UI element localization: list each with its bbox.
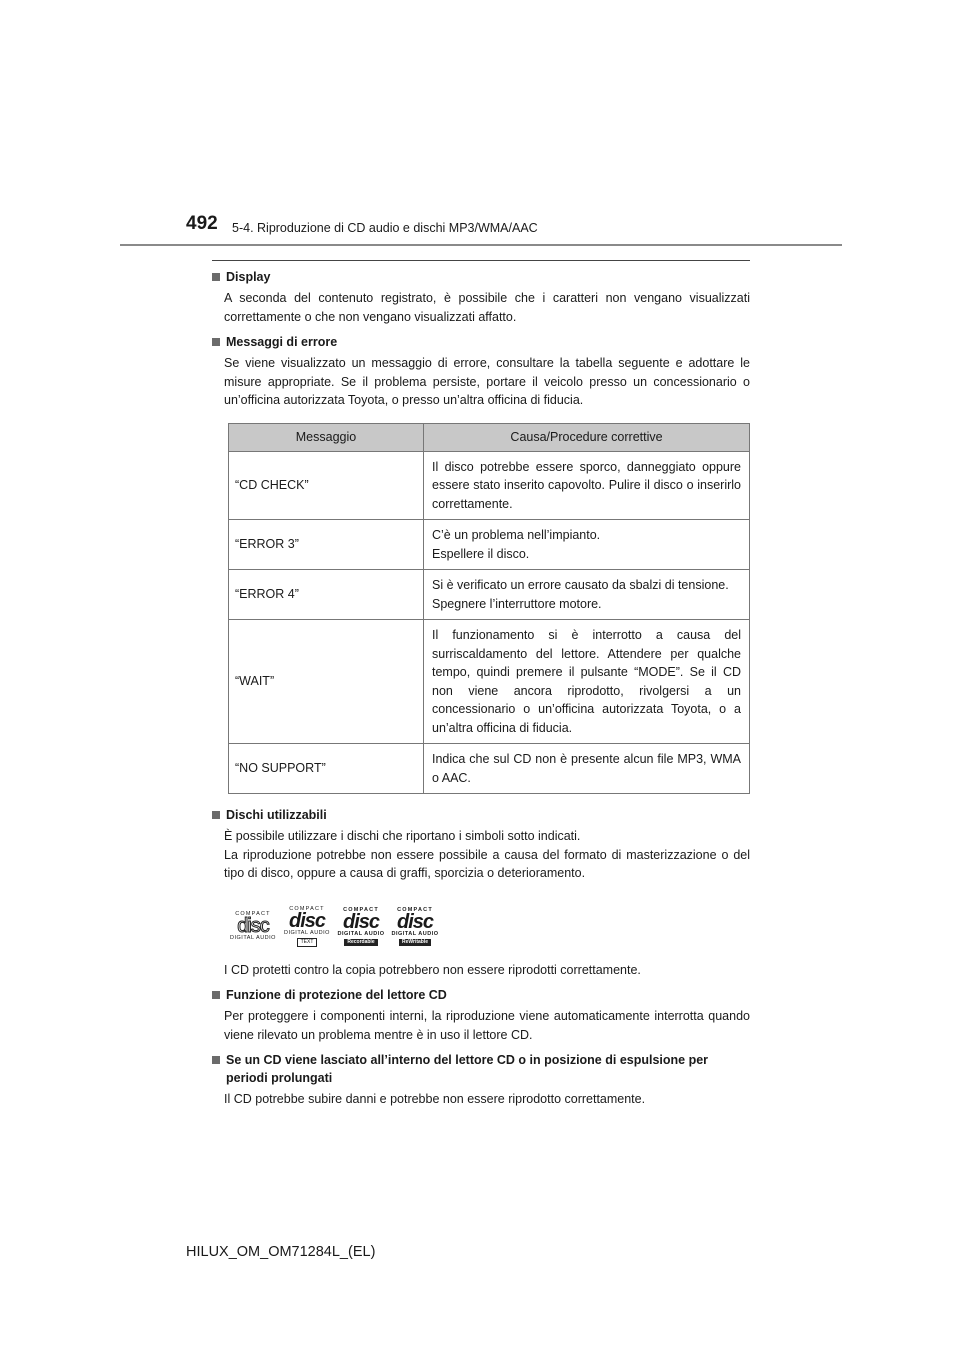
section-text-errors: Se viene visualizzato un messaggio di errore, consultare la tabella seguente e adottare le misure appropriate. Se il problema persiste, portare il veicolo presso un concessionario o un’officina autorizzata Toyota, o presso un’altra officina di fiducia. xyxy=(224,356,750,407)
section-title-ejection: Se un CD viene lasciato all’interno del lettore CD o in posizione di espulsione per periodi prolungati xyxy=(212,1051,750,1087)
section-text-ejection: Il CD potrebbe subire danni e potrebbe non essere riprodotto correttamente. xyxy=(224,1092,646,1106)
section-title-protection: Funzione di protezione del lettore CD xyxy=(212,986,750,1004)
message-cell: “WAIT” xyxy=(229,620,424,744)
table-row xyxy=(229,620,750,744)
section-text-protection: Per proteggere i componenti interni, la riproduzione viene automaticamente interrotta quando viene rilevato un problema mentre è in uso il lettore CD. xyxy=(224,1009,750,1042)
section-text-discs: È possibile utilizzare i dischi che riportano i simboli sotto indicati. La riproduzione potrebbe non essere possibile a causa del formato di masterizzazione o del tipo di disco, oppure a causa di graffi, sporcizia o deterioramento. xyxy=(224,829,750,880)
compact-disc-recordable-logo: COMPACT disc DIGITAL AUDIO Recordable xyxy=(337,906,385,945)
content-top-rule xyxy=(212,260,750,261)
column-header-message: Messaggio xyxy=(229,423,424,451)
cause-cell: C’è un problema nell’impianto. Espellere il disco. xyxy=(424,520,750,570)
error-messages-table xyxy=(228,423,750,795)
header-rule xyxy=(120,244,842,246)
compact-disc-text-logo: COMPACT disc DIGITAL AUDIO TEXT xyxy=(284,905,330,945)
document-code: HILUX_OM_OM71284L_(EL) xyxy=(186,1244,376,1260)
square-bullet-icon xyxy=(212,1056,220,1064)
square-bullet-icon xyxy=(212,991,220,999)
cause-cell: Indica che sul CD non è presente alcun file MP3, WMA o AAC. xyxy=(424,744,750,794)
table-row xyxy=(229,451,750,520)
page-content xyxy=(212,268,750,1109)
table-row xyxy=(229,570,750,620)
column-header-cause: Causa/Procedure correttive xyxy=(424,423,750,451)
cause-cell: Il funzionamento si è interrotto a causa del surriscaldamento del lettore. Attendere per qualche tempo, quindi premere il pulsante “MODE”. Se il CD non viene ancora riprodotto, rivolgersi a un concessionario o un’officina autorizzata Toyota, o a un’altra officina di fiducia. xyxy=(424,620,750,744)
cause-cell: Si è verificato un errore causato da sbalzi di tensione. Spegnere l’interruttore motore. xyxy=(424,570,750,620)
chapter-title: 5-4. Riproduzione di CD audio e dischi MP3/WMA/AAC xyxy=(232,221,538,235)
table-row xyxy=(229,520,750,570)
cause-cell: Il disco potrebbe essere sporco, danneggiato oppure essere stato inserito capovolto. Pulire il disco o inserirlo correttamente. xyxy=(424,451,750,520)
section-text-display: A seconda del contenuto registrato, è possibile che i caratteri non vengano visualizzati correttamente o che non vengano visualizzati affatto. xyxy=(224,291,750,324)
message-cell: “NO SUPPORT” xyxy=(229,744,424,794)
section-title-display: Display xyxy=(212,268,750,286)
message-cell: “CD CHECK” xyxy=(229,451,424,520)
square-bullet-icon xyxy=(212,338,220,346)
section-title-discs: Dischi utilizzabili xyxy=(212,806,750,824)
square-bullet-icon xyxy=(212,811,220,819)
message-cell: “ERROR 4” xyxy=(229,570,424,620)
section-title-errors: Messaggi di errore xyxy=(212,333,750,351)
disc-logos xyxy=(228,907,750,951)
message-cell: “ERROR 3” xyxy=(229,520,424,570)
square-bullet-icon xyxy=(212,273,220,281)
compact-disc-digital-audio-logo: COMPACT disc DIGITAL AUDIO xyxy=(230,910,276,941)
copy-protection-note: I CD protetti contro la copia potrebbero non essere riprodotti correttamente. xyxy=(224,962,641,977)
table-header-row xyxy=(229,423,750,451)
compact-disc-rewritable-logo: COMPACT disc DIGITAL AUDIO ReWritable xyxy=(391,906,439,945)
table-row xyxy=(229,744,750,794)
page-number: 492 xyxy=(186,213,218,234)
